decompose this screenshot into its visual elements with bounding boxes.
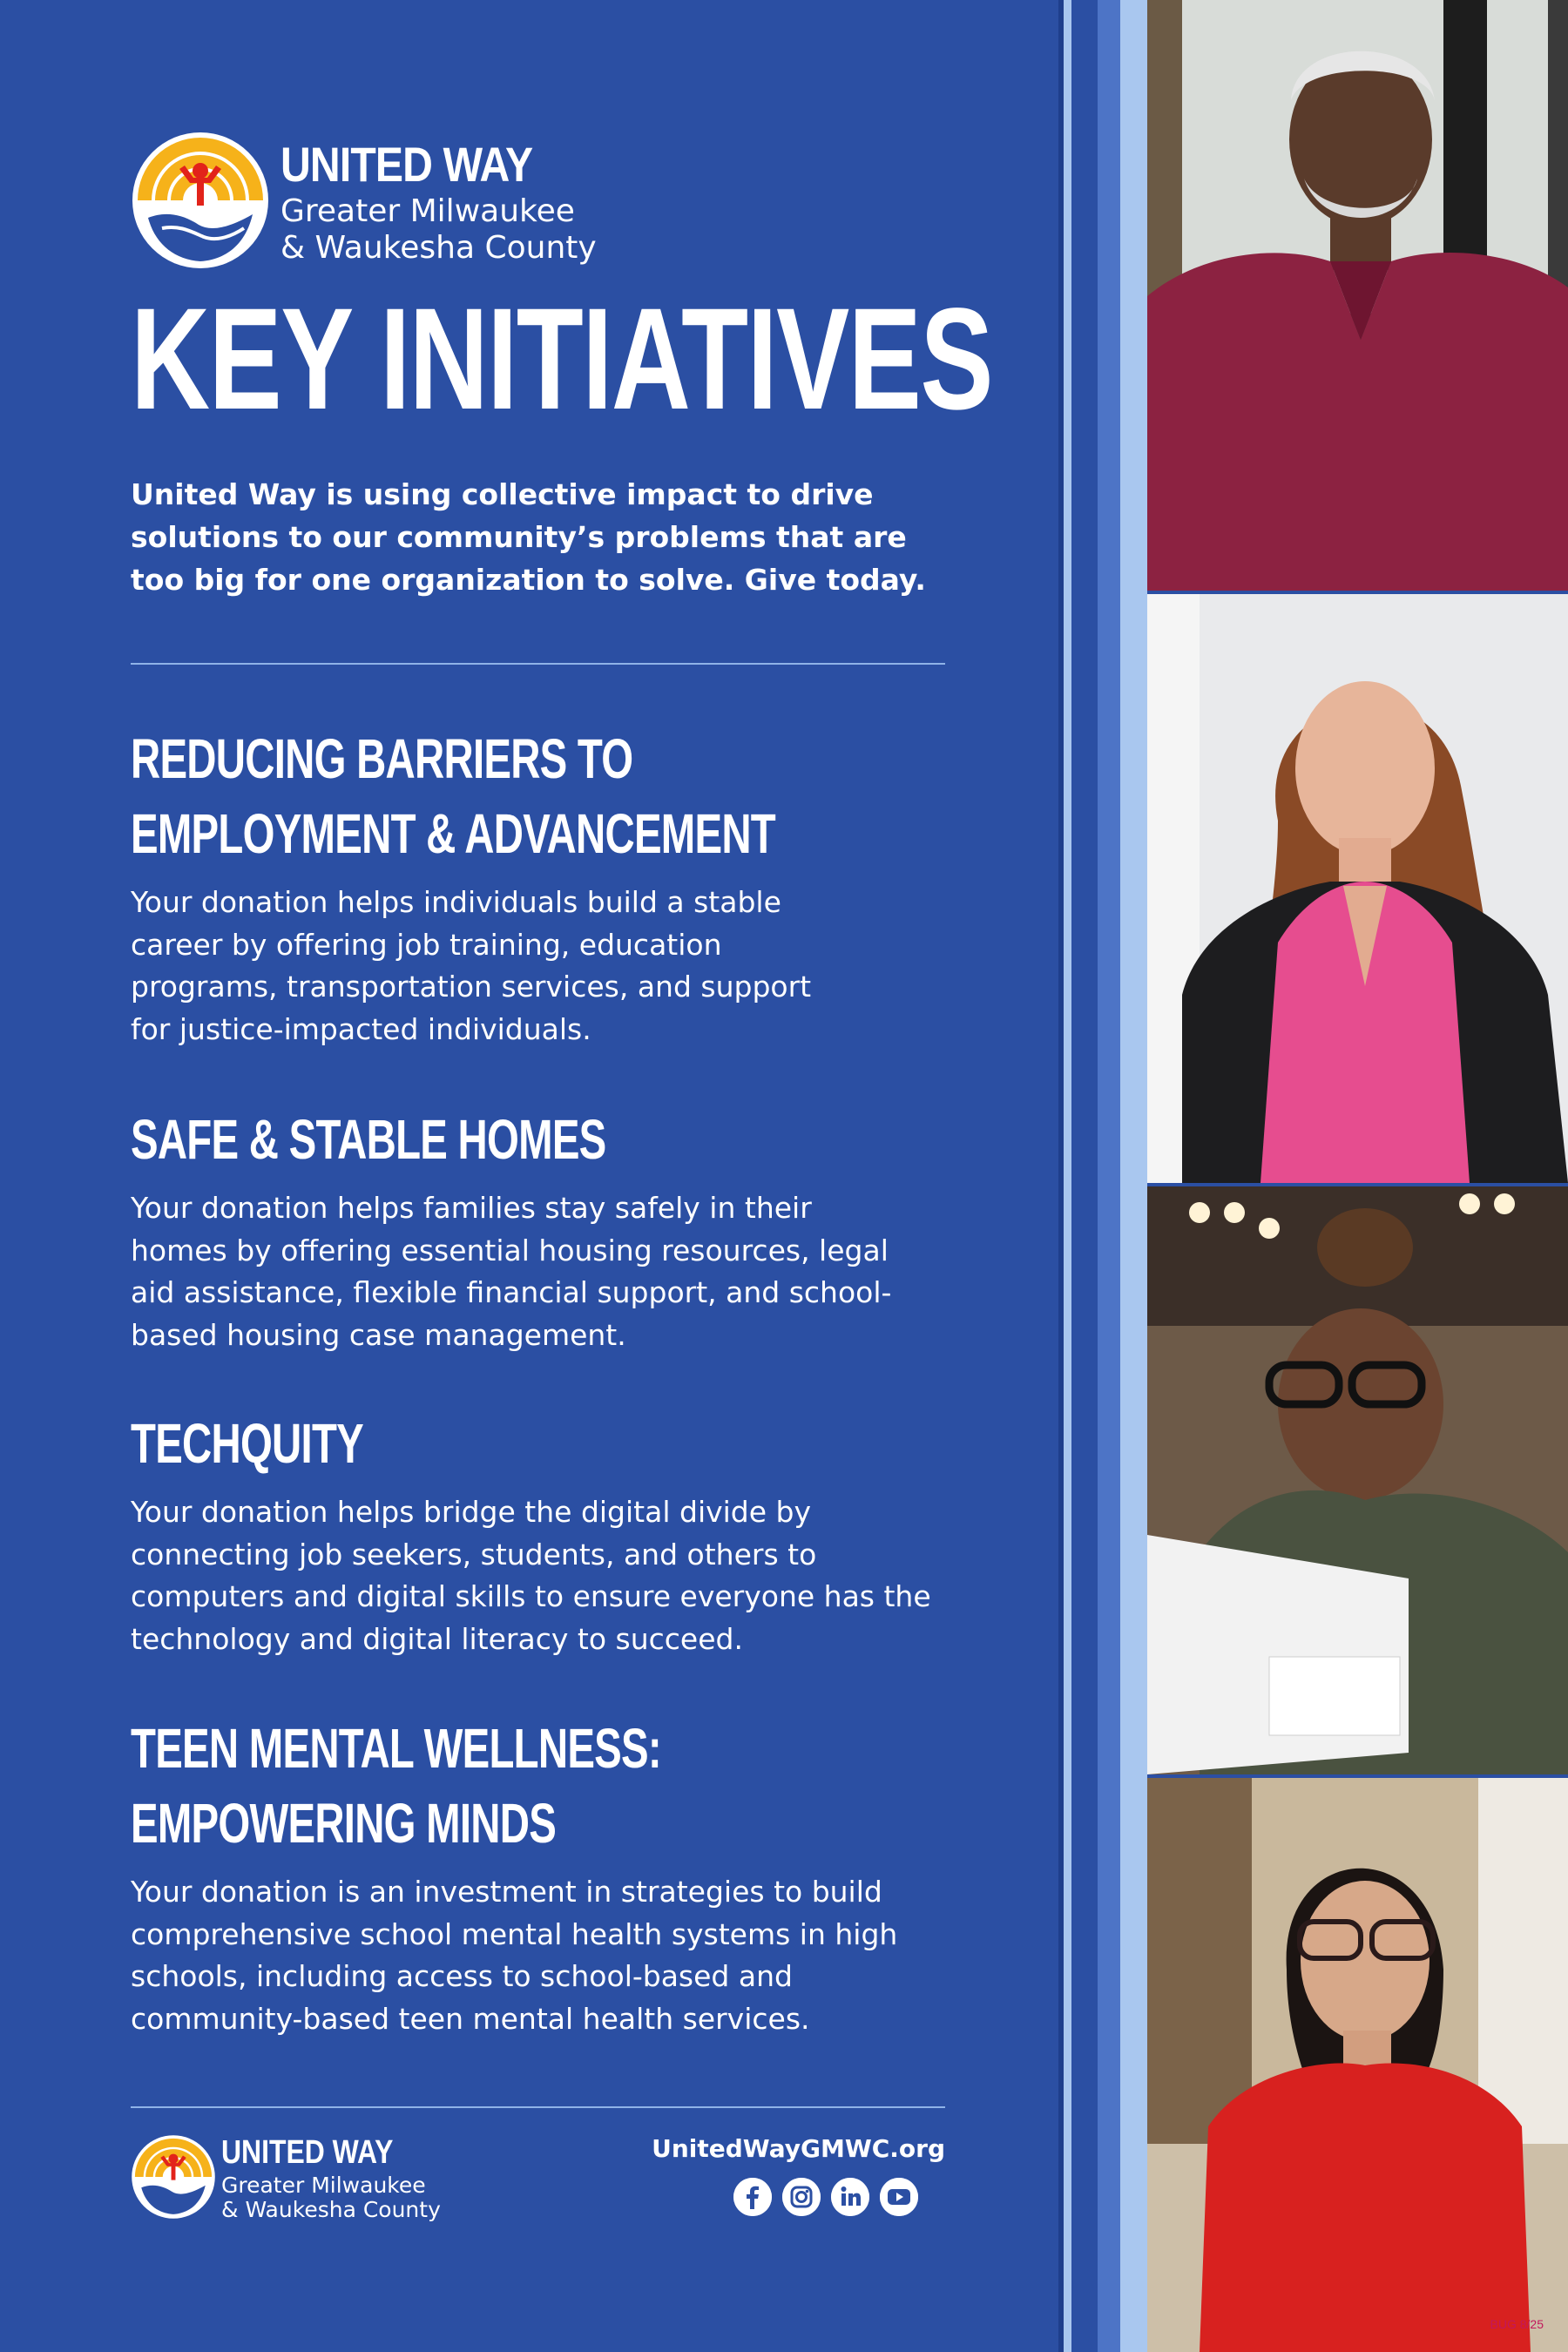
portrait-photo: [1147, 1186, 1568, 1774]
intro-text: United Way is using collective impact to drive solutions to our community’s problems that are too big for one organization to solve. Give today.: [131, 477, 926, 597]
divider-stripe: [1120, 0, 1147, 2352]
page-title: KEY INITIATIVES: [131, 279, 993, 440]
youtube-icon[interactable]: [880, 2178, 918, 2216]
brand-region-line1: Greater Milwaukee: [221, 2173, 426, 2198]
brand-region-line2: & Waukesha County: [280, 230, 597, 266]
section-employment: [131, 721, 967, 1051]
linkedin-icon[interactable]: [831, 2178, 869, 2216]
divider-line: [131, 663, 945, 665]
united-way-logo-icon: [131, 2134, 216, 2220]
section-homes: [131, 1102, 967, 1356]
portrait-photo: [1147, 1778, 1568, 2352]
section-heading-line: SAFE & STABLE HOMES: [131, 1108, 606, 1171]
portrait-photo: [1147, 594, 1568, 1183]
brand-name: UNITED WAY: [221, 2134, 394, 2171]
portrait-photo: [1147, 0, 1568, 591]
brand-name: UNITED WAY: [280, 137, 533, 192]
section-heading-line: EMPLOYMENT & ADVANCEMENT: [131, 802, 775, 865]
footer-logo: [131, 2134, 531, 2221]
section-body: Your donation is an investment in strategies to build comprehensive school mental health systems in high schools, including access to school-based and community-based teen mental health services.: [131, 1875, 898, 2036]
document-code: BUG 8/25: [1490, 2317, 1544, 2331]
section-teen-wellness: [131, 1711, 967, 2040]
divider-line: [131, 2106, 945, 2108]
united-way-logo: [131, 131, 618, 274]
facebook-icon[interactable]: [733, 2178, 772, 2216]
section-techquity: [131, 1406, 967, 1660]
section-body: Your donation helps bridge the digital divide by connecting job seekers, students, and others to computers and digital skills to ensure everyone has the technology and digital literacy to succeed.: [131, 1495, 931, 1656]
brand-region-line1: Greater Milwaukee: [280, 193, 575, 229]
section-heading-line: REDUCING BARRIERS TO: [131, 727, 633, 790]
section-body: Your donation helps individuals build a stable career by offering job training, education programs, transportation services, and support for justice-impacted individuals.: [131, 885, 812, 1046]
brand-region-line2: & Waukesha County: [221, 2197, 441, 2222]
photo-column: [1147, 0, 1568, 2352]
divider-stripe: [1098, 0, 1120, 2352]
divider-stripe: [1064, 0, 1071, 2352]
section-heading-line: EMPOWERING MINDS: [131, 1792, 557, 1855]
section-heading-line: TECHQUITY: [131, 1412, 363, 1475]
section-body: Your donation helps families stay safely in their homes by offering essential housing resources, legal aid assistance, flexible financial support, and school-based housing case management.: [131, 1191, 892, 1352]
divider-stripe: [1071, 0, 1098, 2352]
united-way-logo-icon: [131, 131, 270, 270]
social-links: [733, 2178, 918, 2216]
instagram-icon[interactable]: [782, 2178, 821, 2216]
section-heading-line: TEEN MENTAL WELLNESS:: [131, 1717, 661, 1780]
website-link[interactable]: UnitedWayGMWC.org: [652, 2134, 945, 2163]
